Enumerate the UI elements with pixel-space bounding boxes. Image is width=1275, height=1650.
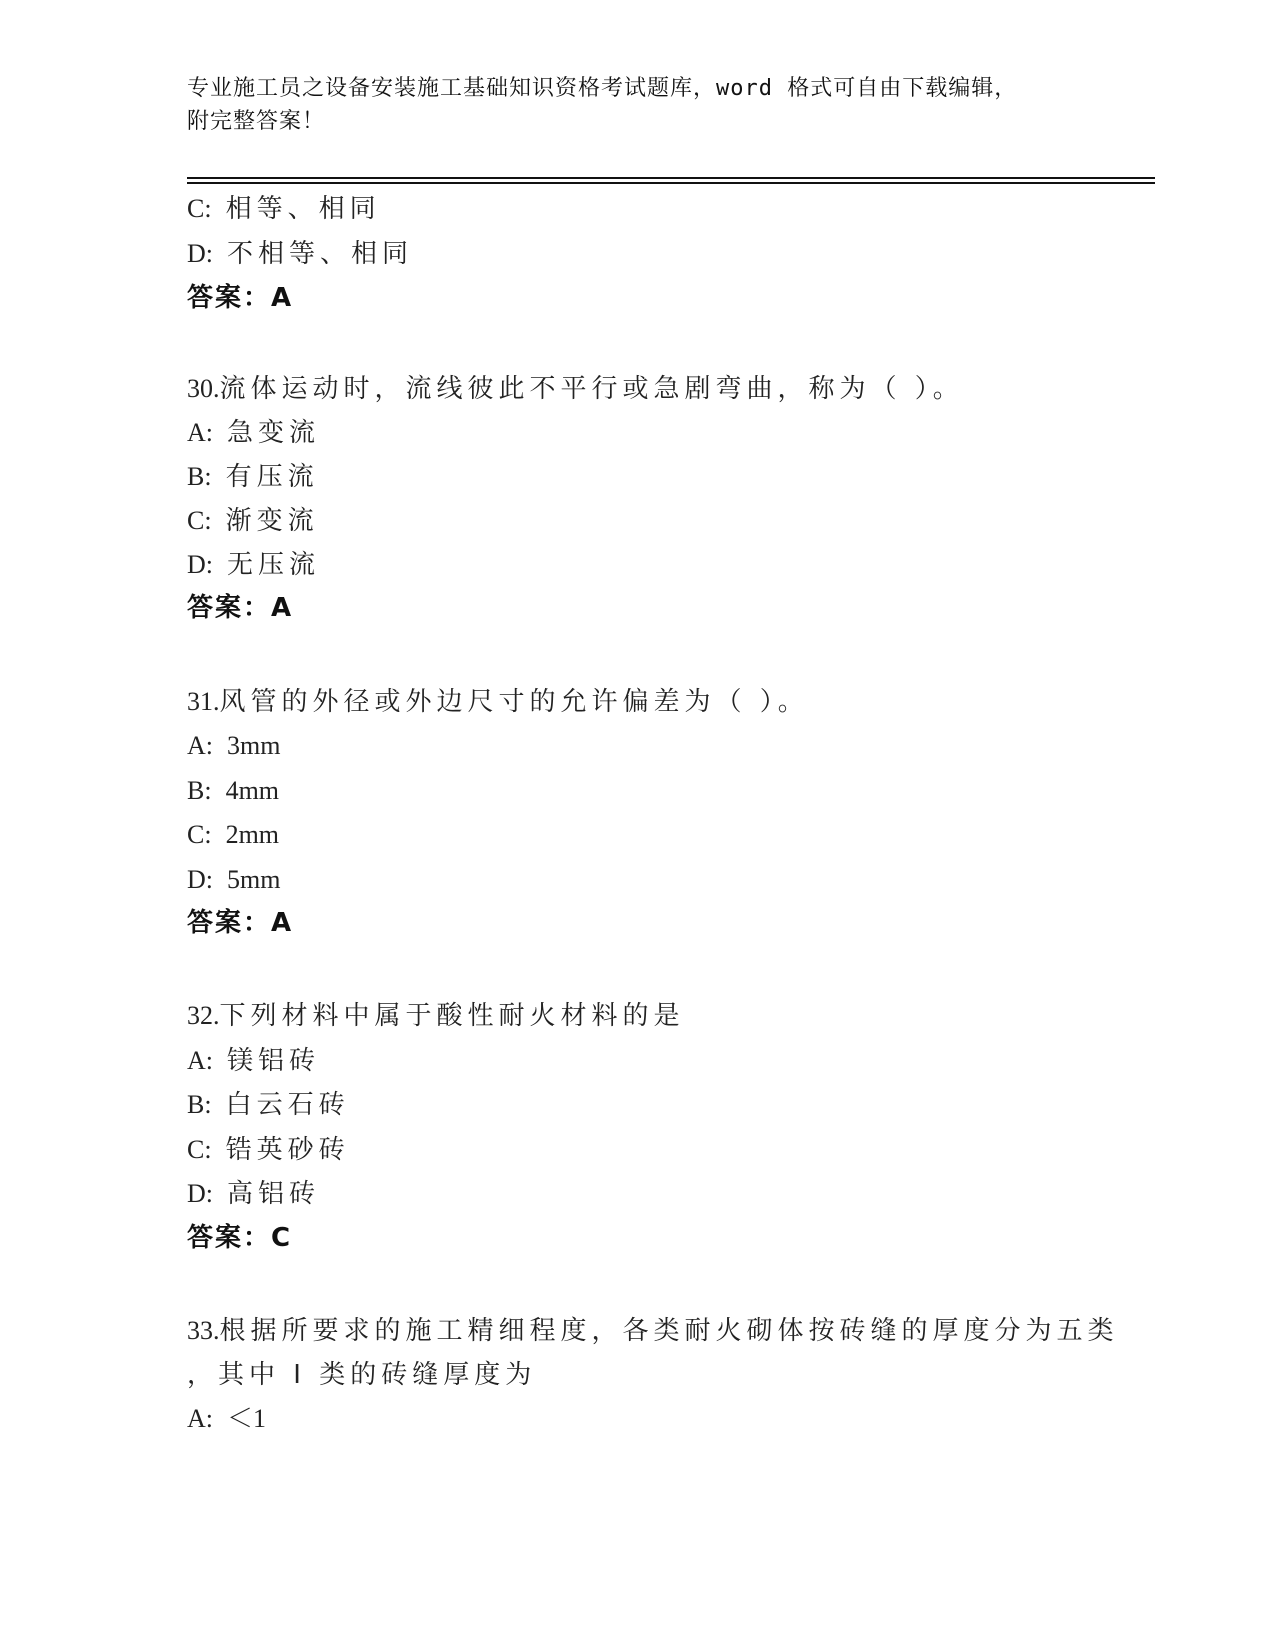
q32-option-a: A: 镁铝砖 <box>187 1046 321 1076</box>
q30-option-b: B: 有压流 <box>187 462 319 492</box>
q32-option-c: C: 锆英砂砖 <box>187 1135 350 1165</box>
q33-option-a: A: ＜1 <box>187 1404 267 1433</box>
header-divider-bottom <box>187 182 1155 184</box>
document-header <box>187 72 1147 138</box>
question-32: 32.下列材料中属于酸性耐火材料的是 <box>187 1001 685 1031</box>
question-31: 31.风管的外径或外边尺寸的允许偏差为（ ）。 <box>187 687 809 717</box>
answer: 答案：A <box>187 283 294 313</box>
question-33-continued: ，其中 I 类的砖缝厚度为 <box>187 1360 537 1390</box>
option-d: D: 不相等、相同 <box>187 239 414 269</box>
header-divider-top <box>187 177 1155 179</box>
q32-option-b: B: 白云石砖 <box>187 1090 350 1120</box>
q32-option-d: D: 高铝砖 <box>187 1179 321 1209</box>
header-line-2: 附完整答案！ <box>187 109 326 134</box>
q31-answer: 答案：A <box>187 908 294 938</box>
q31-option-d: D: 5mm <box>187 865 281 894</box>
q32-answer: 答案：C <box>187 1223 293 1253</box>
q30-option-c: C: 渐变流 <box>187 506 319 536</box>
option-c: C: 相等、相同 <box>187 194 381 224</box>
q31-option-a: A: 3mm <box>187 731 281 760</box>
q31-option-c: C: 2mm <box>187 820 280 849</box>
header-line-1: 专业施工员之设备安装施工基础知识资格考试题库，word 格式可自由下载编辑， <box>187 76 1018 101</box>
q30-answer: 答案：A <box>187 593 294 623</box>
q30-option-a: A: 急变流 <box>187 418 321 448</box>
q31-option-b: B: 4mm <box>187 776 280 805</box>
q30-option-d: D: 无压流 <box>187 550 321 580</box>
question-33: 33.根据所要求的施工精细程度，各类耐火砌体按砖缝的厚度分为五类 <box>187 1316 1119 1346</box>
question-30: 30.流体运动时，流线彼此不平行或急剧弯曲，称为（ ）。 <box>187 374 964 404</box>
